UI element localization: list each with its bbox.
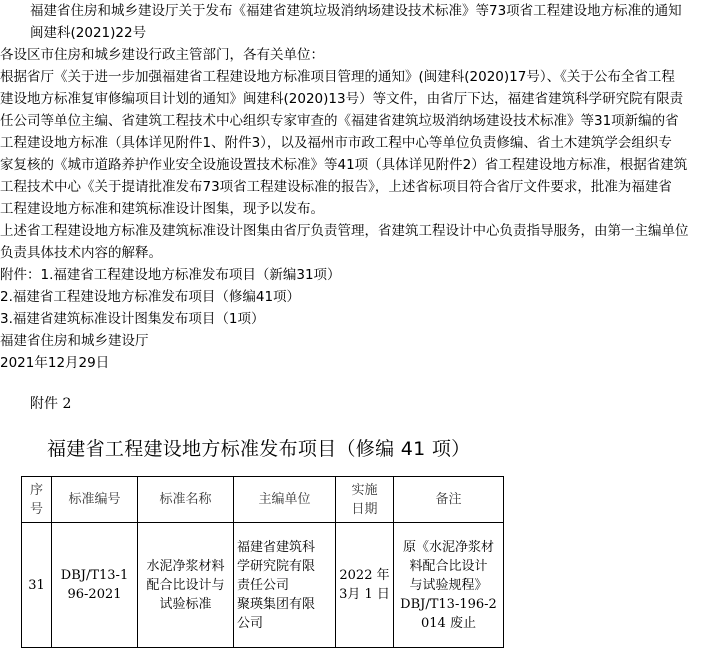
attachment-item: 2.福建省工程建设地方标准发布项目（修编41项） xyxy=(0,289,301,305)
issue-date: 2021年12月29日 xyxy=(0,355,110,371)
cell-date xyxy=(336,523,394,648)
header-code: 标准编号 xyxy=(52,477,138,523)
management-line: 上述省工程建设地方标准及建筑标准设计图集由省厅负责管理，省建筑工程设计中心负责指导服务，由第一主编单位 xyxy=(0,223,689,239)
header-date xyxy=(336,477,394,523)
cell-text: 责任公司 xyxy=(237,577,290,593)
header-text: 号 xyxy=(29,501,43,517)
body-line: 工程建设地方标准（具体详见附件1、附件3），以及福州市市政工程中心等单位负责修编、省土木建筑学会组织专 xyxy=(0,135,672,151)
body-line: 根据省厅《关于进一步加强福建省工程建设地方标准项目管理的通知》(闽建科(2020)17号）、《关于公布全省工程 xyxy=(0,69,675,85)
salutation: 各设区市住房和城乡建设行政主管部门，各有关单位： xyxy=(0,47,324,63)
cell-text: 2022 年 xyxy=(339,568,390,583)
cell-note xyxy=(394,523,504,648)
header-seq xyxy=(22,477,52,523)
management-line: 负责具体技术内容的解释。 xyxy=(0,245,162,261)
notice-title: 福建省住房和城乡建设厅关于发布《福建省建筑垃圾消纳场建设技术标准》等73项省工程建设地方标准的通知 xyxy=(30,3,682,19)
cell-text: 学研究院有限 xyxy=(237,558,316,574)
header-note: 备注 xyxy=(394,477,504,523)
header-text: 实施 xyxy=(351,482,378,498)
header-editor: 主编单位 xyxy=(234,477,336,523)
cell-text: 水泥净浆材料 xyxy=(146,558,225,574)
cell-text: DBJ/T13-1 xyxy=(60,568,129,583)
document-number: 闽建科(2021)22号 xyxy=(30,25,147,41)
cell-text: 与试验规程》 xyxy=(409,577,488,593)
cell-text: DBJ/T13-196-2 xyxy=(400,596,497,612)
body-line: 工程技术中心《关于提请批准发布73项省工程建设标准的报告》，上述省标项目符合省厅文件要求，批准为福建省 xyxy=(0,179,672,195)
header-name: 标准名称 xyxy=(138,477,234,523)
body-line: 任公司等单位主编、省建筑工程技术中心组织专家审查的《福建省建筑垃圾消纳场建设技术标准》等31项新编的省 xyxy=(0,113,679,129)
cell-editor xyxy=(234,523,336,648)
cell-code xyxy=(52,523,138,648)
cell-text: 料配合比设计 xyxy=(409,558,488,574)
cell-text: 公司 xyxy=(237,615,264,631)
body-line: 建设地方标准复审修编项目计划的通知》闽建科(2020)13号）等文件，由省厅下达，福建省建筑科学研究院有限责 xyxy=(0,91,684,107)
cell-text: 014 废止 xyxy=(421,615,476,631)
attachment-item: 附件：1.福建省工程建设地方标准发布项目（新编31项） xyxy=(0,267,341,283)
cell-text: 聚瑛集团有限 xyxy=(237,596,316,612)
body-line: 家复核的《城市道路养护作业安全设施设置技术标准》等41项（具体详见附件2）省工程建设地方标准，根据省建筑 xyxy=(0,157,688,173)
header-text: 日期 xyxy=(351,501,378,517)
table-title: 福建省工程建设地方标准发布项目（修编 41 项） xyxy=(47,438,471,460)
cell-name xyxy=(138,523,234,648)
cell-text: 福建省建筑科 xyxy=(237,539,316,555)
attachment-label: 附件 2 xyxy=(30,396,72,412)
cell-text: 96-2021 xyxy=(67,587,122,602)
cell-text: 原《水泥净浆材 xyxy=(402,539,494,555)
table-header-row xyxy=(22,477,504,523)
standards-table xyxy=(21,476,504,648)
table-row xyxy=(22,523,504,648)
issuer: 福建省住房和城乡建设厅 xyxy=(0,333,149,349)
cell-text: 试验标准 xyxy=(159,596,212,612)
attachment-item: 3.福建省建筑标准设计图集发布项目（1项） xyxy=(0,311,265,327)
cell-seq: 31 xyxy=(22,523,52,648)
body-line: 工程建设地方标准和建筑标准设计图集，现予以发布。 xyxy=(0,201,324,217)
cell-text: 配合比设计与 xyxy=(146,577,225,593)
header-text: 序 xyxy=(29,482,43,498)
cell-text: 3月 1 日 xyxy=(339,587,390,602)
